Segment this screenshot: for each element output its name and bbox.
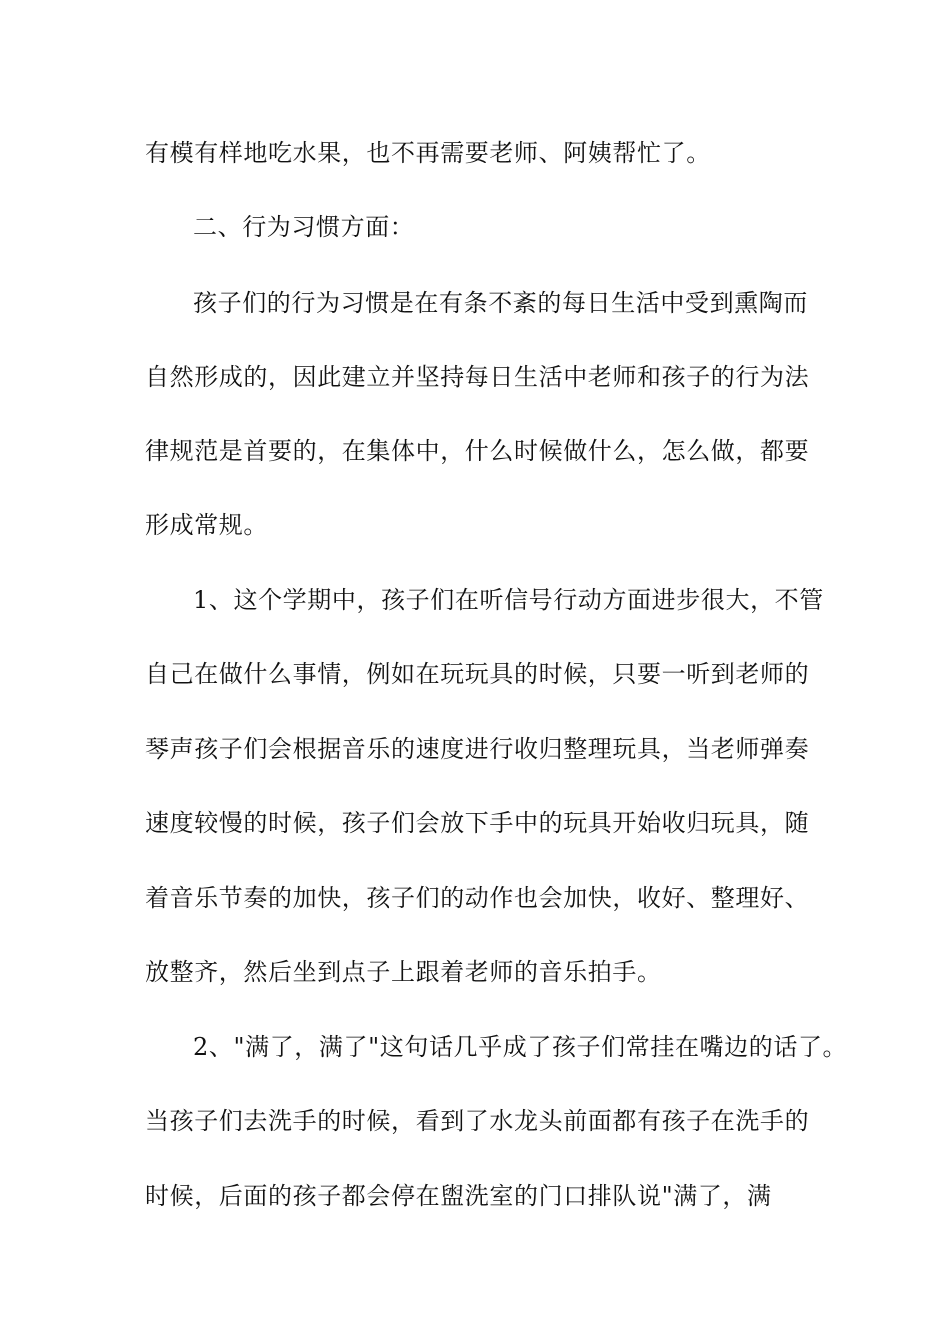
text-line: 速度较慢的时候，孩子们会放下手中的玩具开始收归玩具，随 bbox=[145, 809, 810, 837]
text-line: 有模有样地吃水果，也不再需要老师、阿姨帮忙了。 bbox=[145, 139, 711, 167]
text-line: 放整齐，然后坐到点子上跟着老师的音乐拍手。 bbox=[145, 958, 662, 986]
text-line: 着音乐节奏的加快，孩子们的动作也会加快，收好、整理好、 bbox=[145, 884, 810, 912]
text-line: 自然形成的，因此建立并坚持每日生活中老师和孩子的行为法 bbox=[145, 363, 810, 391]
text-line: 当孩子们去洗手的时候，看到了水龙头前面都有孩子在洗手的 bbox=[145, 1107, 810, 1135]
text-line: 琴声孩子们会根据音乐的速度进行收归整理玩具，当老师弹奏 bbox=[145, 735, 810, 763]
text-line: 自己在做什么事情，例如在玩玩具的时候，只要一听到老师的 bbox=[145, 660, 810, 688]
text-line: 律规范是首要的，在集体中，什么时候做什么，怎么做，都要 bbox=[145, 437, 810, 465]
text-line: 时候，后面的孩子都会停在盥洗室的门口排队说"满了，满 bbox=[145, 1182, 772, 1210]
section-heading: 二、行为习惯方面： bbox=[193, 213, 415, 241]
text-line: 孩子们的行为习惯是在有条不紊的每日生活中受到熏陶而 bbox=[193, 289, 808, 317]
text-line: 2、"满了，满了"这句话几乎成了孩子们常挂在嘴边的话了。 bbox=[193, 1033, 848, 1061]
text-line: 1、这个学期中，孩子们在听信号行动方面进步很大，不管 bbox=[193, 586, 824, 614]
text-line: 形成常规。 bbox=[145, 511, 268, 539]
